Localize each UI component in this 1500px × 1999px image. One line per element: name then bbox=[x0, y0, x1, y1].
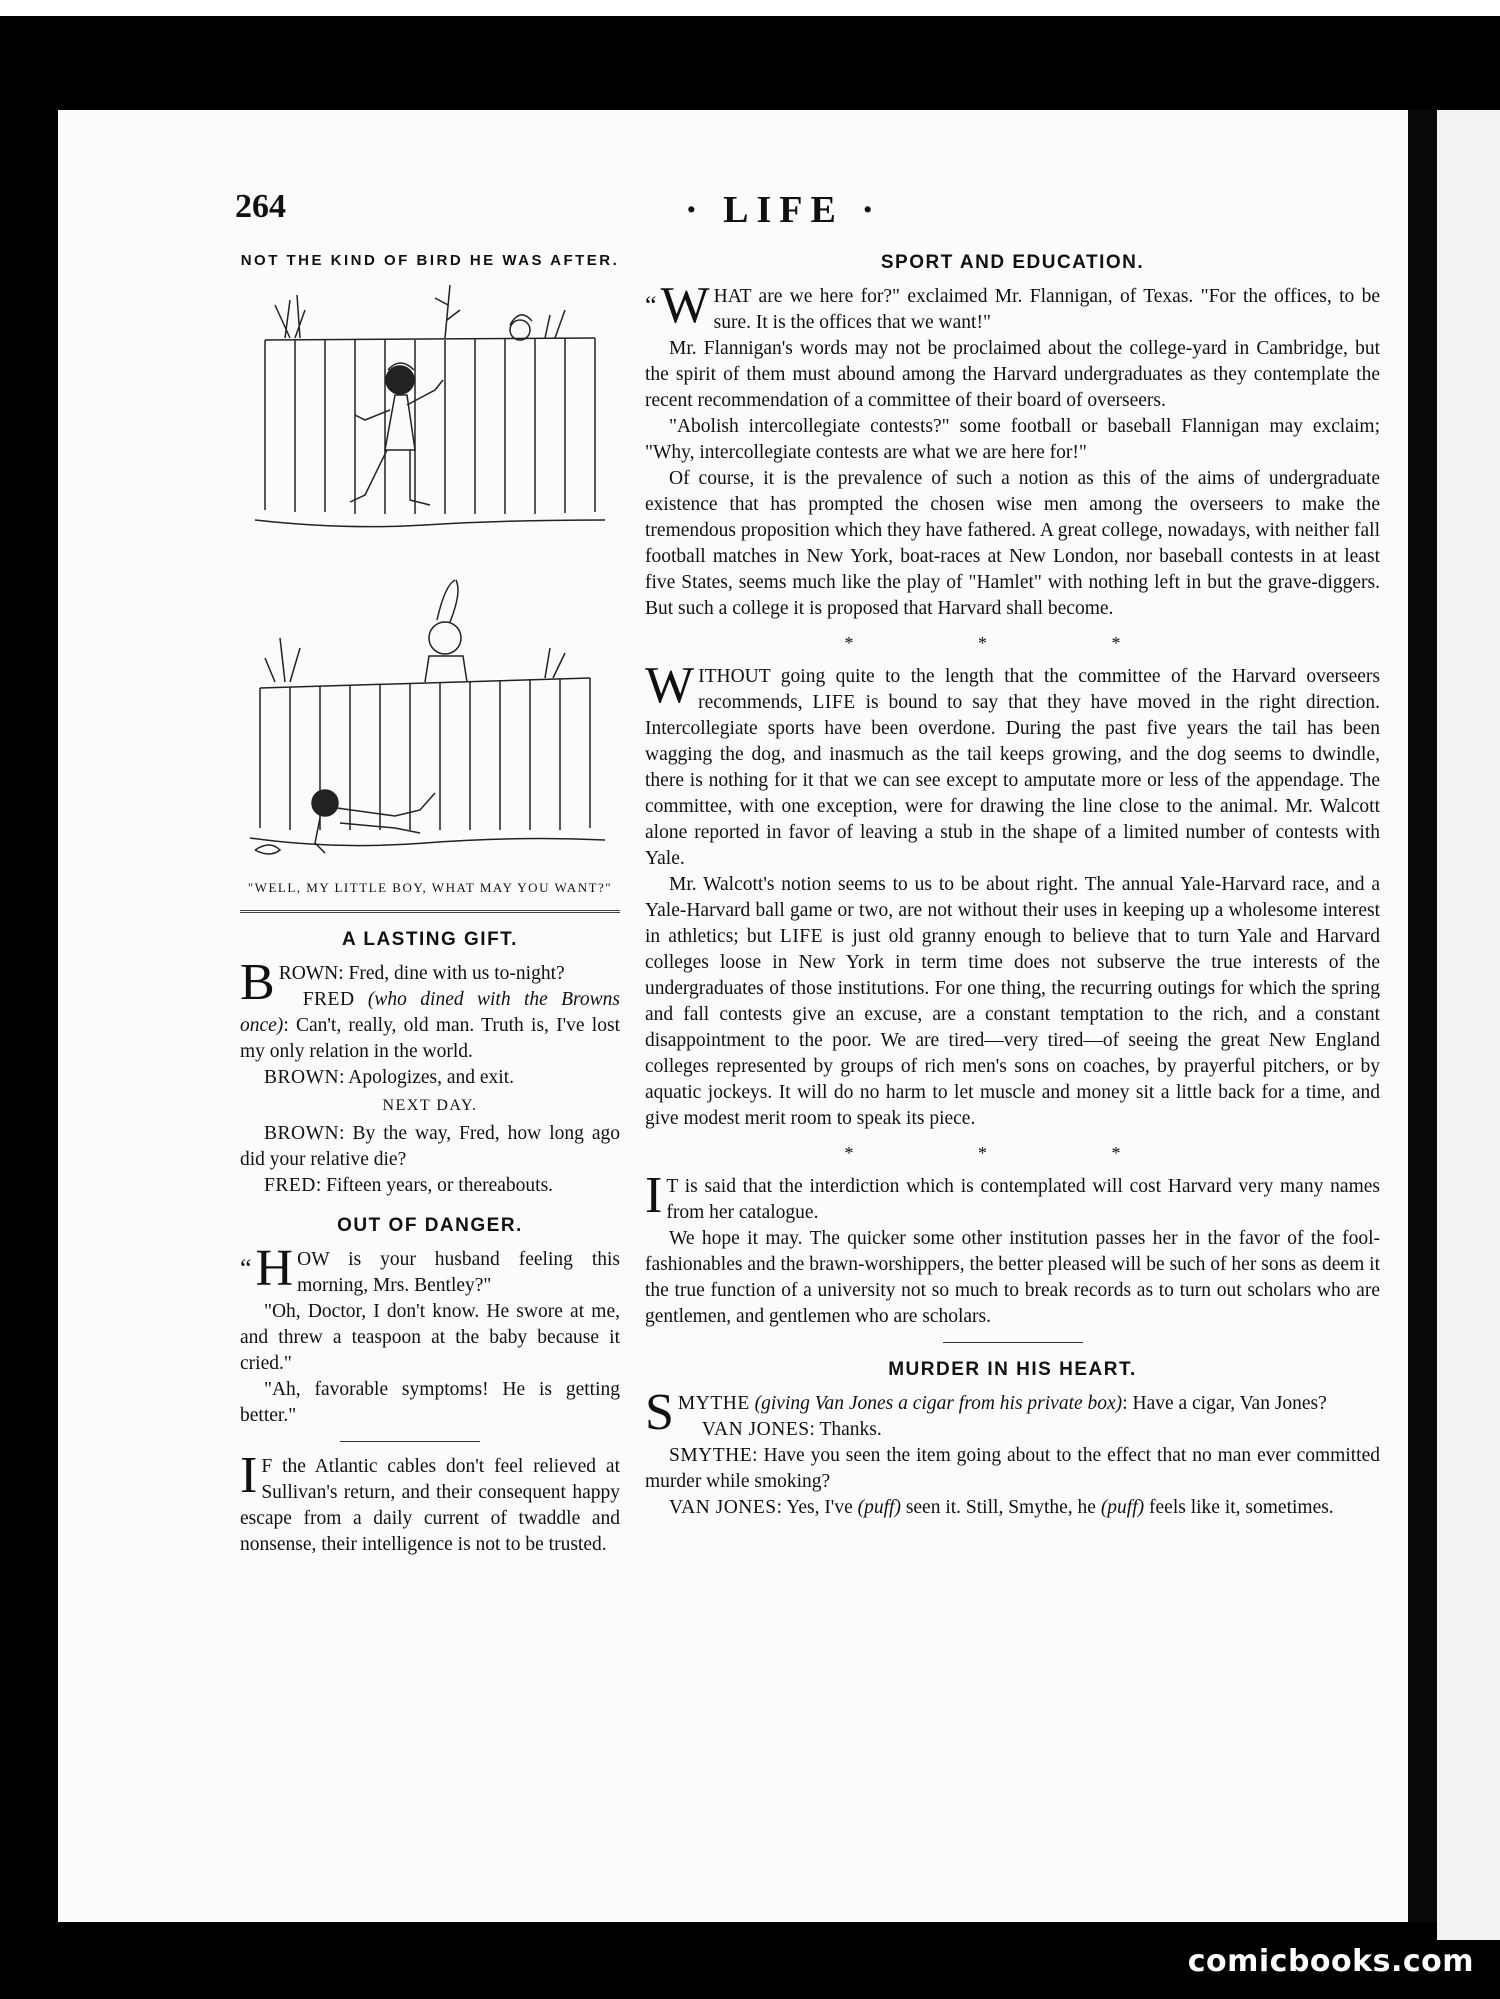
sport-p2: Mr. Flannigan's words may not be proclaimed about the college-yard in Cambridge, but the spirit of them must abound among the Harvard undergraduates as they contemplate the recent recommendation of a committee of their board of overseers. bbox=[645, 338, 1380, 411]
top-margin-strip bbox=[0, 0, 1500, 16]
lasting-gift-p5: FRED: Fifteen years, or thereabouts. bbox=[264, 1175, 554, 1196]
cartoon-title: NOT THE KIND OF BIRD HE WAS AFTER. bbox=[240, 252, 620, 269]
page-number: 264 bbox=[235, 188, 286, 225]
murder-p3: SMYTHE: Have you seen the item going about to the effect that no man ever committed murder while smoking? bbox=[645, 1445, 1380, 1492]
sport-education-title: SPORT AND EDUCATION. bbox=[880, 252, 1145, 273]
left-column bbox=[240, 250, 620, 1558]
out-of-danger-p2: "Oh, Doctor, I don't know. He swore at me, and threw a teaspoon at the baby because it cried." bbox=[240, 1301, 620, 1374]
murder-p1: SMYTHE (giving Van Jones a cigar from his private box): Have a cigar, Van Jones? bbox=[645, 1384, 1327, 1441]
drop-cap: “ W bbox=[645, 286, 710, 326]
drop-cap: S bbox=[645, 1384, 674, 1441]
atlantic-paragraph: I F the Atlantic cables don't feel relieved at Sullivan's return, and their consequent happy escape from a daily current of twaddle and nonsense, their intelligence is not to be trusted. bbox=[240, 1447, 620, 1555]
cartoon-illustration-top bbox=[245, 280, 615, 570]
next-page-edge bbox=[1437, 110, 1500, 1940]
sport-p7: I T is said that the interdiction which is contemplated will cost Harvard very many names from her catalogue. bbox=[645, 1167, 1380, 1224]
watermark: comicbooks.com bbox=[1187, 1944, 1474, 1979]
section-stars: * * * bbox=[844, 633, 1181, 653]
murder-title: MURDER IN HIS HEART. bbox=[888, 1359, 1137, 1380]
lasting-gift-p4: BROWN: By the way, Fred, how long ago did your relative die? bbox=[240, 1123, 620, 1170]
drop-cap: B bbox=[240, 954, 275, 1011]
sport-p3: "Abolish intercollegiate contests?" some football or baseball Flannigan may exclaim; "Why, intercollegiate contests are what we are here for!" bbox=[645, 416, 1380, 463]
sport-p5: WITHOUT going quite to the length that the committee of the Harvard overseers recommends, LIFE is bound to say that they have moved in the right direction. Intercollegiate sports have been overdone. During the past five years the tail has been wagging the dog, and inasmuch as the tail keeps growing, and the dog seems to dwindle, there is nothing for it that we can see except to amputate more or less of the appendage. The committee, with one exception, were for drawing the line close to the animal. Mr. Walcott alone reported in favor of leaving a stub in the shape of a limited number of contests with Yale. bbox=[645, 657, 1381, 869]
short-rule bbox=[943, 1342, 1083, 1343]
sport-p4: Of course, it is the prevalence of such a notion as this of the aims of undergraduate existence that has prompted the chosen wise men among the overseers to make the tremendous proposition which they have fathered. A great college, nowadays, with neither fall football matches in New York, boat-races at New London, nor baseball contests in at least five States, seems much like the play of "Hamlet" with nothing left in but the grave-diggers. But such a college it is proposed that Harvard shall become. bbox=[645, 468, 1380, 619]
sport-p6: Mr. Walcott's notion seems to us to be about right. The annual Yale-Harvard race, and a Yale-Harvard ball game or two, are not without their uses in keeping up a wholesome interest in athletics; but LIFE is just old granny enough to believe that to turn Yale and Harvard colleges loose in New York in term time does not subserve the true interests of the undergraduates of those institutions. For one thing, the recurring outings for which the spring and fall contests give an excuse, are a constant temptation to the rich, and a constant disappointment to the poor. We are tired—very tired—of seeing the great New England colleges represented by groups of rich men's sons on coaches, by prayerful pitchers, or by aquatic jockeys. It will do no harm to let muscle and money sit a little back for a time, and give modest merit room to speak its piece. bbox=[645, 874, 1381, 1129]
out-of-danger-p1: “ HOW is your husband feeling this morning, Mrs. Bentley?" bbox=[240, 1247, 620, 1299]
lasting-gift-p3: BROWN: Apologizes, and exit. bbox=[264, 1067, 515, 1088]
out-of-danger-p3: "Ah, favorable symptoms! He is getting better." bbox=[240, 1379, 620, 1426]
section-divider bbox=[240, 910, 620, 913]
murder-p2: VAN JONES: Thanks. bbox=[701, 1419, 882, 1440]
drop-cap: “ H bbox=[240, 1249, 293, 1289]
next-day-label: NEXT DAY. bbox=[382, 1097, 478, 1114]
murder-p4: VAN JONES: Yes, I've (puff) seen it. Still, Smythe, he (puff) feels like it, sometimes. bbox=[669, 1497, 1334, 1518]
section-stars: * * * bbox=[844, 1143, 1181, 1163]
cartoon-illustration-bottom bbox=[245, 578, 615, 868]
cartoon-caption: "WELL, MY LITTLE BOY, WHAT MAY YOU WANT?" bbox=[247, 880, 613, 895]
lasting-gift-p2: FRED (who dined with the Browns once): Can't, really, old man. Truth is, I've lost my only relation in the world. bbox=[240, 989, 621, 1062]
short-rule bbox=[340, 1441, 480, 1442]
sport-p8: We hope it may. The quicker some other institution passes her in the favor of the fool-fashionables and the brawn-worshippers, the better pleased will be such of her sons as deem it the true function of a university not so much to break records as to turn out scholars who are gentlemen, and gentlemen who are scholars. bbox=[645, 1228, 1380, 1327]
drop-cap: W bbox=[645, 657, 695, 714]
lasting-gift-p1: BROWN: Fred, dine with us to-night? bbox=[240, 954, 565, 1011]
out-of-danger-title: OUT OF DANGER. bbox=[337, 1215, 523, 1236]
drop-cap: I bbox=[240, 1447, 258, 1504]
masthead: · LIFE · bbox=[685, 189, 883, 231]
sport-p1: “ WHAT are we here for?" exclaimed Mr. Flannigan, of Texas. "For the offices, to be sure. It is the offices that we want!" bbox=[645, 284, 1380, 336]
right-column bbox=[645, 250, 1380, 1521]
page-gutter-shadow bbox=[1408, 110, 1437, 1922]
drop-cap: I bbox=[645, 1167, 663, 1224]
lasting-gift-title: A LASTING GIFT. bbox=[342, 929, 518, 950]
